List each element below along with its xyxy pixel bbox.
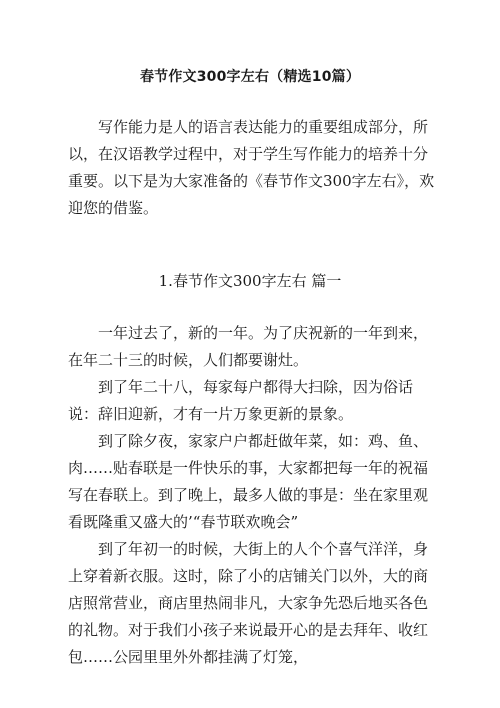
essay-paragraph: 一年过去了，新的一年。为了庆祝新的一年到来，在年二十三的时候，人们都要谢灶。 xyxy=(68,324,429,369)
essay-paragraph: 到了年初一的时候，大街上的人个个喜气洋洋，身上穿着新衣服。这时，除了小的店铺关门以外，大的商店照常营业，商店里热闹非凡，大家争先恐后地买各色的礼物。对于我们小孩子来说最开心的是去拜年、收红包……公园里里外外都挂满了灯笼， xyxy=(68,540,429,666)
document-title: 春节作文300字左右（精选10篇） xyxy=(139,69,361,85)
section-heading: 1.春节作文300字左右 篇一 xyxy=(158,272,342,290)
intro-paragraph: 写作能力是人的语言表达能力的重要组成部分，所以，在汉语教学过程中，对于学生写作能力的培养十分重要。以下是为大家准备的《春节作文300字左右》，欢迎您的借鉴。 xyxy=(68,118,435,217)
essay-body xyxy=(68,320,440,671)
essay-paragraph: 到了除夕夜，家家户户都赶做年菜，如：鸡、鱼、肉……贴春联是一件快乐的事，大家都把每一年的祝福写在春联上。到了晚上，最多人做的事是：坐在家里观看既隆重又盛大的’“春节联欢晚会” xyxy=(68,432,429,531)
essay-paragraph: 到了年二十八，每家每户都得大扫除，因为俗话说：辞旧迎新，才有一片万象更新的景象。 xyxy=(68,378,414,423)
